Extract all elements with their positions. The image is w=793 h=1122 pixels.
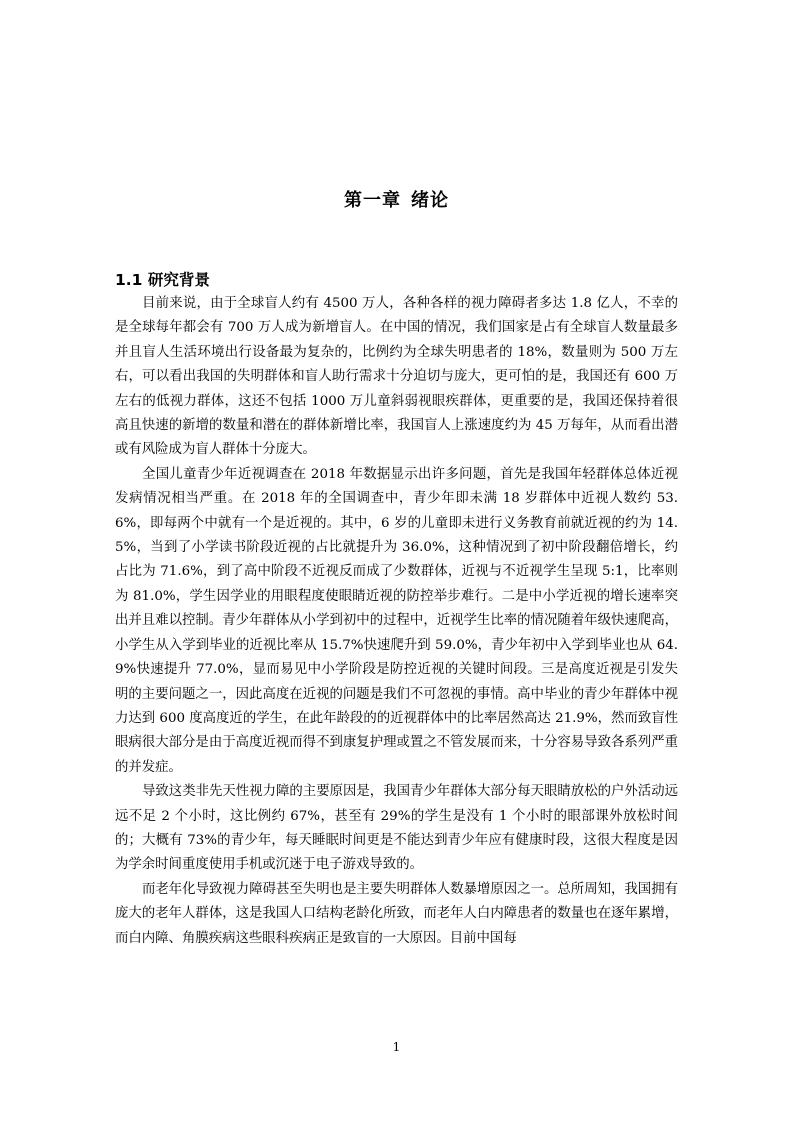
- chapter-name: 绪论: [411, 190, 449, 211]
- chapter-number: 第一章: [344, 190, 401, 211]
- paragraph-4: 而老年化导致视力障碍甚至失明也是主要失明群体人数暴增原因之一。总所周知，我国拥有庞大的老年人群体，这是我国人口结构老龄化所致，而老年人白内障患者的数量也在逐年累增，而白内障、角膜疾病这些眼科疾病正是致盲的一大原因。目前中国每: [115, 881, 678, 946]
- page-number: 1: [392, 1040, 401, 1054]
- section-heading: 1.1 研究背景: [115, 271, 210, 289]
- paragraph-1: 目前来说，由于全球盲人约有 4500 万人，各种各样的视力障碍者多达 1.8 亿人，不幸的是全球每年都会有 700 万人成为新增盲人。在中国的情况，我们国家是占有全球盲人数量最多并且盲人生活环境出行设备最为复杂的，比例约为全球失明患者的 18%，数量则为 500 万左右，可以看出我国的失明群体和盲人助行需求十分迫切与庞大，更可怕的是，我国还有 600 万左右的低视力群体，这还不包括 1000 万儿童斜弱视眼疾群体，更重要的是，我国还保持着很高且快速的新增的数量和潜在的群体新增比率，我国盲人上涨速度约为 45 万每年，从而看出潜或有风险成为盲人群体十分庞大。: [115, 296, 678, 458]
- paragraph-3: 导致这类非先天性视力障的主要原因是，我国青少年群体大部分每天眼睛放松的户外活动远远不足 2 个小时，这比例约 67%，甚至有 29%的学生是没有 1 个小时的眼部课外放松时间的；大概有 73%的青少年，每天睡眠时间更是不能达到青少年应有健康时段，这很大程度是因为学余时间重度使用手机或沉迷于电子游戏导致的。: [115, 784, 678, 873]
- body-text: [115, 292, 678, 951]
- chapter-title: [0, 186, 793, 212]
- paragraph-2: 全国儿童青少年近视调查在 2018 年数据显示出许多问题，首先是我国年轻群体总体近视发病情况相当严重。在 2018 年的全国调查中，青少年即未满 18 岁群体中近视人数约 53.6%，即每两个中就有一个是近视的。其中，6 岁的儿童即未进行义务教育前就近视的约为 14.5%，当到了小学读书阶段近视的占比就提升为 36.0%，这种情况到了初中阶段翻倍增长，约占比为 71.6%，到了高中阶段不近视反而成了少数群体，近视与不近视学生呈现 5:1，比率则为 81.0%，学生因学业的用眼程度使眼睛近视的防控举步难行。二是中小学近视的增长速率突出并且难以控制。青少年群体从小学到初中的过程中，近视学生比率的情况随着年级快速爬高，小学生从入学到毕业的近视比率从 15.7%快速爬升到 59.0%，青少年初中入学到毕业也从 64.9%快速提升 77.0%，显而易见中小学阶段是防控近视的关键时间段。三是高度近视是引发失明的主要问题之一，因此高度在近视的问题是我们不可忽视的事情。高中毕业的青少年群体中视力达到 600 度高度近的学生，在此年龄段的的近视群体中的比率居然高达 21.9%，然而致盲性眼病很大部分是由于高度近视而得不到康复护理或置之不管发展而来，十分容易导致各系列严重的并发症。: [115, 466, 678, 775]
